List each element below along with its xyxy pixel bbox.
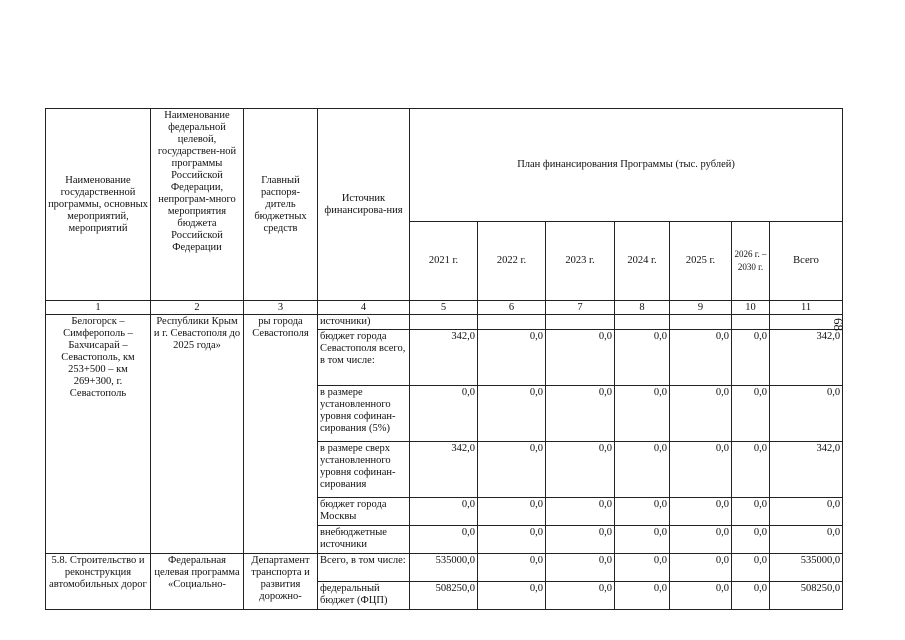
col-number: 8	[615, 301, 670, 315]
column-numbers-row	[46, 301, 843, 315]
header-row-1	[46, 109, 843, 222]
value-cell: 342,0	[410, 442, 478, 498]
value-cell: 0,0	[732, 526, 770, 554]
value-cell: 0,0	[546, 498, 615, 526]
value-cell: 0,0	[546, 582, 615, 610]
value-cell: 0,0	[670, 386, 732, 442]
value-cell	[732, 315, 770, 330]
value-cell	[615, 315, 670, 330]
source-cell: в размере установленного уровня софинан-сирования (5%)	[318, 386, 410, 442]
header-budget-manager: Главный распоря-дитель бюджетных средств	[244, 109, 318, 301]
value-cell: 0,0	[478, 386, 546, 442]
col-number: 4	[318, 301, 410, 315]
table-row	[46, 554, 843, 582]
value-cell: 0,0	[732, 442, 770, 498]
source-cell: в размере сверх установленного уровня софинан-сирования	[318, 442, 410, 498]
source-cell: бюджет города Москвы	[318, 498, 410, 526]
col-number: 1	[46, 301, 151, 315]
table-row	[46, 315, 843, 330]
value-cell	[670, 315, 732, 330]
value-cell: 342,0	[770, 442, 843, 498]
value-cell: 0,0	[615, 498, 670, 526]
source-cell: Всего, в том числе:	[318, 554, 410, 582]
value-cell: 0,0	[478, 554, 546, 582]
value-cell: 0,0	[670, 330, 732, 386]
program-name-cell: 5.8. Строительство и реконструкция автомобильных дорог	[46, 554, 151, 610]
header-year-2022: 2022 г.	[478, 222, 546, 301]
value-cell: 508250,0	[410, 582, 478, 610]
value-cell: 0,0	[615, 526, 670, 554]
value-cell: 535000,0	[410, 554, 478, 582]
federal-program-cell: Республики Крым и г. Севастополя до 2025 года»	[151, 315, 244, 554]
value-cell: 0,0	[615, 582, 670, 610]
header-year-2026-2030: 2026 г. – 2030 г.	[732, 222, 770, 301]
value-cell: 0,0	[670, 554, 732, 582]
value-cell: 0,0	[732, 582, 770, 610]
value-cell: 0,0	[670, 526, 732, 554]
col-number: 7	[546, 301, 615, 315]
budget-manager-cell: Департамент транспорта и развития дорожно-	[244, 554, 318, 610]
financing-table	[45, 108, 843, 610]
source-cell: федеральный бюджет (ФЦП)	[318, 582, 410, 610]
value-cell: 0,0	[410, 526, 478, 554]
value-cell: 0,0	[670, 442, 732, 498]
col-number: 11	[770, 301, 843, 315]
value-cell: 0,0	[546, 526, 615, 554]
value-cell: 0,0	[478, 330, 546, 386]
program-name-cell: Белогорск – Симферополь – Бахчисарай – Севастополь, км 253+500 – км 269+300, г. Севастополь	[46, 315, 151, 554]
col-number: 2	[151, 301, 244, 315]
value-cell: 0,0	[770, 386, 843, 442]
value-cell: 0,0	[670, 498, 732, 526]
header-year-2024: 2024 г.	[615, 222, 670, 301]
col-number: 9	[670, 301, 732, 315]
value-cell: 0,0	[615, 330, 670, 386]
col-number: 10	[732, 301, 770, 315]
page-number: 68	[831, 318, 846, 331]
federal-program-cell: Федеральная целевая программа «Социально-	[151, 554, 244, 610]
source-cell: источники)	[318, 315, 410, 330]
value-cell: 0,0	[615, 386, 670, 442]
value-cell: 535000,0	[770, 554, 843, 582]
value-cell: 0,0	[410, 498, 478, 526]
col-number: 5	[410, 301, 478, 315]
value-cell: 0,0	[478, 582, 546, 610]
value-cell: 0,0	[770, 526, 843, 554]
value-cell: 0,0	[546, 386, 615, 442]
value-cell: 0,0	[410, 386, 478, 442]
value-cell: 342,0	[770, 330, 843, 386]
value-cell	[546, 315, 615, 330]
source-cell: бюджет города Севастополя всего, в том числе:	[318, 330, 410, 386]
value-cell	[478, 315, 546, 330]
value-cell: 342,0	[410, 330, 478, 386]
value-cell: 0,0	[732, 386, 770, 442]
source-cell: внебюджетные источники	[318, 526, 410, 554]
value-cell: 0,0	[615, 554, 670, 582]
value-cell: 0,0	[732, 554, 770, 582]
col-number: 3	[244, 301, 318, 315]
col-number: 6	[478, 301, 546, 315]
value-cell: 0,0	[478, 442, 546, 498]
value-cell: 0,0	[546, 330, 615, 386]
header-financing-plan: План финансирования Программы (тыс. рублей)	[410, 109, 843, 222]
header-year-2025: 2025 г.	[670, 222, 732, 301]
value-cell	[410, 315, 478, 330]
value-cell: 0,0	[478, 498, 546, 526]
budget-manager-cell: ры города Севастополя	[244, 315, 318, 554]
header-year-2021: 2021 г.	[410, 222, 478, 301]
value-cell: 0,0	[670, 582, 732, 610]
value-cell: 0,0	[546, 442, 615, 498]
value-cell: 0,0	[615, 442, 670, 498]
value-cell: 0,0	[546, 554, 615, 582]
header-program-name: Наименование государственной программы, основных мероприятий, мероприятий	[46, 109, 151, 301]
header-federal-program: Наименование федеральной целевой, государствен-ной программы Российской Федерации, непрограм-много мероприятия бюджета Российской Федерации	[151, 109, 244, 301]
header-total: Всего	[770, 222, 843, 301]
value-cell: 0,0	[478, 526, 546, 554]
value-cell: 508250,0	[770, 582, 843, 610]
value-cell: 0,0	[732, 498, 770, 526]
header-funding-source: Источник финансирова-ния	[318, 109, 410, 301]
value-cell: 0,0	[770, 498, 843, 526]
header-year-2023: 2023 г.	[546, 222, 615, 301]
value-cell: 0,0	[732, 330, 770, 386]
